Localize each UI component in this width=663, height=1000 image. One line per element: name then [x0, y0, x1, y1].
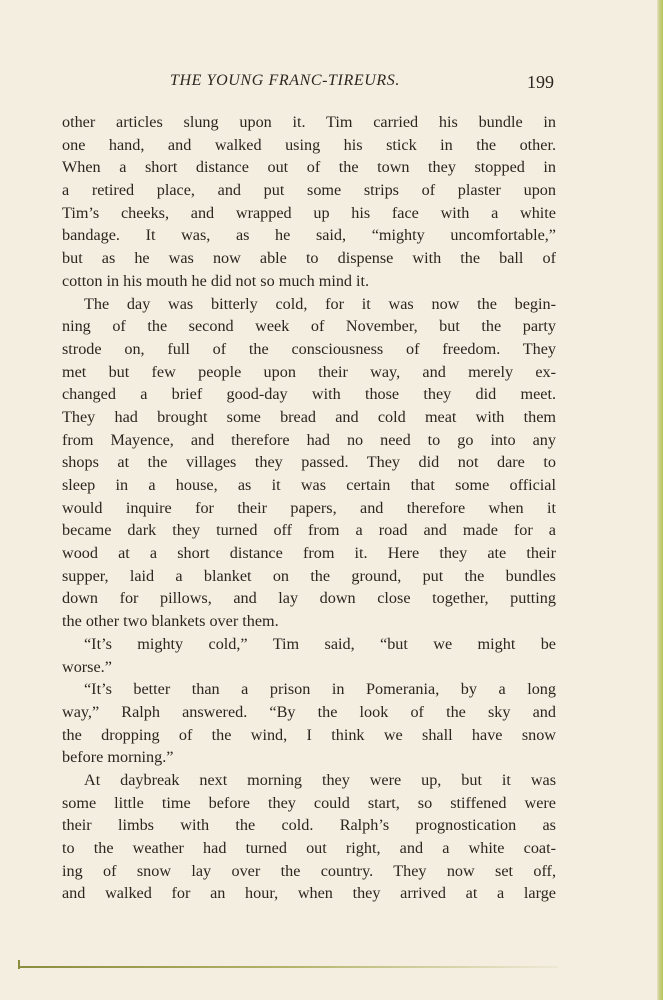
text-line: worse.”: [62, 657, 112, 676]
text-line: would inquire for their papers, and therefore when it: [62, 498, 556, 517]
text-line: became dark they turned off from a road and made for a: [62, 521, 556, 540]
running-head: [62, 72, 556, 96]
text-line: from Mayence, and therefore had no need to go into any: [62, 430, 556, 449]
text-line: They had brought some bread and cold meat with them: [62, 407, 556, 426]
text-line: Tim’s cheeks, and wrapped up his face with a white: [62, 203, 556, 222]
text-line: their limbs with the cold. Ralph’s prognostication as: [62, 816, 556, 835]
text-line: When a short distance out of the town they stopped in: [62, 158, 556, 177]
text-line: sleep in a house, as it was certain that some official: [62, 476, 556, 494]
text-line: a retired place, and put some strips of plaster upon: [62, 181, 556, 200]
text-line: cotton in his mouth he did not so much mind it.: [62, 271, 370, 290]
text-line: shops at the villages they passed. They did not dare to: [62, 453, 556, 472]
text-line: changed a brief good-day with those they did meet.: [62, 385, 556, 404]
text-line: At daybreak next morning they were up, but it was: [84, 770, 556, 789]
text-line: to the weather had turned out right, and a white coat-: [62, 839, 556, 857]
text-line: one hand, and walked using his stick in the other.: [62, 135, 556, 154]
text-line: wood at a short distance from it. Here they ate their: [62, 544, 556, 563]
text-line: and walked for an hour, when they arrived at a large: [62, 884, 556, 903]
text-line: the other two blankets over them.: [62, 612, 279, 631]
text-line: but as he was now able to dispense with the ball of: [62, 249, 556, 268]
text-line: some little time before they could start, so stiffened were: [62, 793, 556, 812]
text-line: strode on, full of the consciousness of freedom. They: [62, 339, 556, 358]
text-line: bandage. It was, as he said, “mighty uncomfortable,”: [62, 226, 556, 245]
text-line: the dropping of the wind, I think we shall have snow: [62, 725, 556, 744]
text-line: “It’s mighty cold,” Tim said, “but we might be: [84, 634, 556, 653]
bottom-rule: [18, 966, 558, 968]
text-line: before morning.”: [62, 748, 174, 767]
text-line: ing of snow lay over the country. They now set off,: [62, 861, 556, 880]
text-line: ning of the second week of November, but the party: [62, 317, 556, 336]
page-edge: [657, 0, 663, 1000]
text-line: “It’s better than a prison in Pomerania, by a long: [84, 680, 556, 699]
text-line: way,” Ralph answered. “By the look of the sky and: [62, 702, 556, 721]
text-line: The day was bitterly cold, for it was now the begin-: [84, 294, 556, 313]
running-title: THE YOUNG FRANC-TIREURS.: [170, 72, 400, 89]
text-line: down for pillows, and lay down close together, putting: [62, 589, 556, 608]
text-line: met but few people upon their way, and merely ex-: [62, 362, 556, 381]
page-number: 199: [527, 72, 554, 92]
body-text: [62, 111, 556, 905]
text-line: supper, laid a blanket on the ground, put the bundles: [62, 566, 556, 585]
text-line: other articles slung upon it. Tim carried his bundle in: [62, 113, 556, 131]
